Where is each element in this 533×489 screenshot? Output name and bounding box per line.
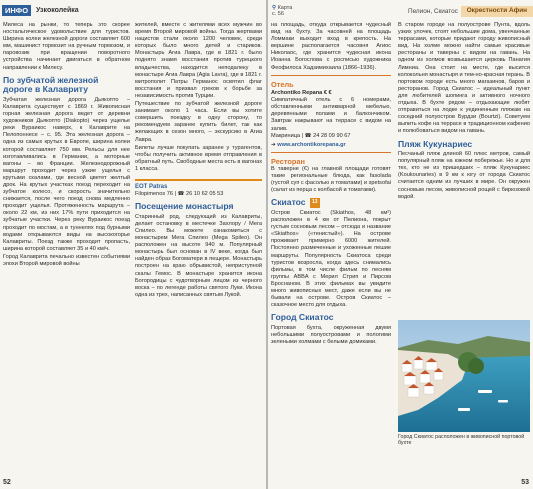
hotel-box (271, 75, 391, 149)
map-marker-badge: 13 (310, 198, 320, 208)
hotel-heading: Отель (271, 79, 294, 89)
map-pin-icon: ⚲ (272, 5, 277, 11)
hotel-url[interactable]: www.archontikorepana.gr (277, 141, 346, 148)
section-heading: По зубчатой железной дороге в Калавриту (3, 74, 99, 95)
paragraph: Старинный род, следующий из Калавриты, делает остановку в местечке Захлору / Мега Спилео. Вы можете ознакомиться с монастырем Мега Спилео (Mega Spileo). Он расположен на высоте 940 м. Популярный монастырь был основан в IV веке, когда был найден образ Богоматери в пещере. Монастырь построен на краю обрывистой, неприступной скалы Гемос. В монастыре хранится икона Богородицы с чудотворным лицом из черного воска – по легенде работы святого Луки. Икона одна из трех, написанных святым Лукой. (135, 213, 262, 298)
paragraph: Портовая бухта, окруженная двумя небольшими полуостровами и пологими зелеными холмами с белыми домиками. (271, 324, 391, 346)
section-heading: Посещение монастыря (135, 201, 234, 212)
restaurant-box (271, 152, 391, 194)
chapter-tab: Окрестности Афин (461, 6, 533, 17)
breadcrumb: Пелион, Скиатос (408, 8, 458, 15)
map-label: Карта (277, 5, 293, 11)
right-column-2 (398, 22, 530, 318)
section-heading (271, 198, 391, 208)
hotel-link[interactable] (271, 142, 391, 149)
skiathos-heading: Скиатос (271, 197, 306, 208)
hotel-phone: Макриница | ☎ 24 28 09 90 67 (271, 132, 351, 139)
right-column-1 (271, 22, 391, 477)
arrow-icon: ➜ (271, 141, 278, 148)
page-number: 52 (3, 479, 11, 486)
page-number: 53 (521, 479, 529, 486)
page-header (268, 4, 533, 20)
left-column-2 (135, 22, 262, 477)
paragraph: Остров Скиатос (Skiathos, 48 км²) расположен в 4 км от Пелиона, покрыт густым сосновым лесом – отсюда и название «Skiathos» («тенистый»). На острове проживает примерно 6000 жителей. Постоянно размеченные и ухоженные пешие маршруты. Популярность Скиатоса среди туристов возросла, когда здесь снимались фильмы, в том числе фильм по песням группы ABBA с Мерил Стрип и Пирсом Броснаном. В этих фильмах вы увидите много живописных мест, даже если вы не бывали на острове. Остров Скиатос – сказочное место для отдыха. (271, 209, 391, 309)
left-page (0, 0, 266, 489)
agency-phone: Filopimenos 76 | ☎ 26 10 62 05 53 (135, 191, 224, 198)
paragraph: Милеса на рынки, то теперь это скорее ностальгическое удовольствие для туристов. Ширина колеи железной дороги составляет 600 мм, машинист тормозит на ручным тормозом, и паровозик при вращении поворотного устройства начинает двигаться в обратном направлении к Милесу. (3, 22, 130, 71)
agency-name: EOT Patras (135, 183, 168, 190)
paragraph: на площадь, откуда открывается чудесный вид на бухту. За часовней на площадь Ломмаки выходит вход в крепость. На вершине располагается часовня Агиос Николаос, где хранится чудесная икона Иоанна Богослова с росписью художника Феофилоса Хадзимихаила (1866–1936). (271, 22, 391, 71)
section-heading: Город Скиатос (271, 312, 334, 323)
info-box (135, 179, 262, 198)
section-title: Узкоколейка (36, 7, 79, 14)
paragraph: Зубчатая железная дорога Дьякопто – Калаврита существует с 1869 г. Живописная горная железная дорога ведет от деревни художников Дьякопто (Diakopto) через ущелье реки Вураикос наверх, к Калаврите на Пелопоннесе – с. 95. Эта железная дорога – одна из самых крутых в Европе, ширина колеи которой составляет 750 мм. Рельсы для нее изготавливались в Германии, а моторные вагоны – во Франции. Железнодорожный маршрут проходит через узкие ущелья с крутыми скалами, где весной цветет желтый дрок. На крутых участках поезд переходит на зубчатое колесо, и скорость значительно снижается, после чего поезд снова медленно проходит ущелья. Протяженность маршрута – около 22 км, из них 17% пути приходится на зубчатые участки. Через реку Вураикос поезд проходит по мостам, а в туннелях под бурными водами открываются виды на высокогорье Калавриты. Поезд также проходит пропасть, ширина которой составляет 35 и 40 км/ч. (3, 96, 130, 252)
map-reference (272, 5, 292, 18)
page-header (2, 4, 79, 17)
paragraph: В старом городе на полуострове Пунта, вдоль узких улочек, стоят небольшие дома, увенчанные террасами, которые придают городу живописный вид. На холме можно найти самые красивые рестораны и таверны с видом на гавань. На одном из холмов возвышается церковь Панагия Лимниа. Она стоит на месте, где высится колокольня монастыря и тем-но-красная герань. В портовом городе есть много магазинов, баров и ресторанов. Город Скиатос – идеальный пункт для любителей шопинга и активного ночного отдыха. В бухте рядом – отдыхающие любят отправиться на лодке к уединенным пляжам на соседний полуостров Бурдзи (Bourtzi). Советуем выпить кофе на террасе в традиционном кафенио и полюбоваться видом на гавань. (398, 22, 530, 135)
photo-caption: Город Скиатос расположен в живописной портовой бухте (398, 434, 525, 447)
right-page (268, 0, 533, 489)
paragraph: жителей, вместе с жителями всех мужчин во время Второй мировой войны. Тогда жертвами нацистов стали около 1200 человек, среди которых было много детей и стариков. Монастырь Агиа Лавра, где в 1821 г. было поднято знамя восстания против турецкого владычества, находится неподалеку в монастыре Агиа Лавра (Agia Lavra), где в 1821 г. митрополит Патры Германос освятил флаг восстания и призвал греков к борьбе за независимость против Турции. (135, 22, 262, 99)
hotel-description: Симпатичный отель с 6 номерами, обставленными антикварной мебелью, деревянными полами и балкончиком. Завтрак накрывают на террасе с видом на залив. (271, 97, 391, 132)
restaurant-heading: Ресторан (271, 156, 305, 166)
paragraph: Билеты лучше покупать заранее у турагентов, чтобы получить активное время отправления в обратный путь. Свободные места есть в вагонах 1 класса. (135, 144, 262, 172)
restaurant-description: В таверне (€) на главной площади готовят такие региональные блюда, как fasolada (густой суп с фасолью и томатами) и spetsofai (салат из перца с колбасой и томатами). (271, 165, 391, 194)
left-column-1 (3, 22, 130, 477)
map-page: с. 56 (272, 11, 284, 18)
paragraph: Путешествие по зубчатой железной дороге занимает около 1 часа. Если вы хотите совершить поездку в одну сторону, то рекомендуем заранее купить билет, так как желающих в сезон много, – экскурсию в Агиа Лавра. (135, 101, 262, 143)
paragraph: Город Калаврита печально известен событиями эпохи Второй мировой войны (3, 253, 130, 267)
info-badge: ИНФО (2, 5, 31, 16)
section-heading: Пляж Кукунариес (398, 138, 473, 149)
paragraph: Песчаный пляж длиной 60 плюс метров, самый популярный пляж на южном побережье. Но и для тех, кто не из пришедших – пляж Кукунариес (Koukounaries) в 9 км к югу от города Скиатос считается одним из лучших в мире. Он окружен сосновым лесом, живописной рощей с бирюзовой водой. (398, 151, 530, 200)
skiathos-harbor-photo (398, 320, 530, 432)
hotel-name: Archontiko Repana € € (271, 90, 332, 97)
